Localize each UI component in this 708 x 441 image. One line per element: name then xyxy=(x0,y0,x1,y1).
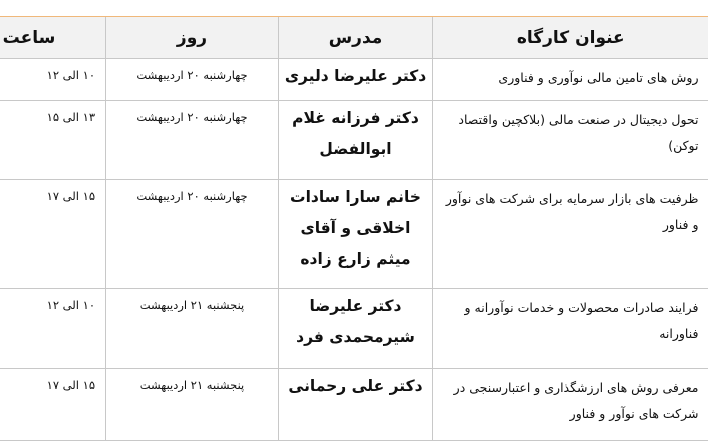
table-row xyxy=(0,59,708,101)
teacher-name: خانم سارا سادات اخلاقی و آقای میثم زارع زاده xyxy=(279,180,433,289)
table-row xyxy=(0,289,708,369)
header-workshop-title: عنوان کارگاه xyxy=(433,17,708,59)
workshop-title: روش های تامین مالی نوآوری و فناوری xyxy=(433,59,708,101)
header-teacher: مدرس xyxy=(279,17,433,59)
table-header-row xyxy=(0,17,708,59)
workshop-day: چهارشنبه ۲۰ اردیبهشت xyxy=(106,180,279,289)
table-row xyxy=(0,369,708,441)
teacher-name: دکتر فرزانه غلام ابوالفضل xyxy=(279,101,433,180)
workshop-time: ۱۵ الی ۱۷ xyxy=(0,180,106,289)
workshop-title: ظرفیت های بازار سرمایه برای شرکت های نوآور و فناور xyxy=(433,180,708,289)
teacher-name: دکتر علیرضا دلیری xyxy=(279,59,433,101)
teacher-name: دکتر علی رحمانی xyxy=(279,369,433,441)
table-row xyxy=(0,101,708,180)
workshop-title: معرفی روش های ارزشگذاری و اعتبارسنجی در شرکت های نوآور و فناور xyxy=(433,369,708,441)
workshop-time: ۱۰ الی ۱۲ xyxy=(0,289,106,369)
table-row xyxy=(0,180,708,289)
workshop-day: پنجشنبه ۲۱ اردیبهشت xyxy=(106,289,279,369)
workshop-day: پنجشنبه ۲۱ اردیبهشت xyxy=(106,369,279,441)
workshop-title: فرایند صادرات محصولات و خدمات نوآورانه و فناورانه xyxy=(433,289,708,369)
workshop-schedule-table xyxy=(0,17,708,441)
workshop-title: تحول دیجیتال در صنعت مالی (بلاکچین واقتصاد توکن) xyxy=(433,101,708,180)
header-day: روز xyxy=(106,17,279,59)
workshop-day: چهارشنبه ۲۰ اردیبهشت xyxy=(106,101,279,180)
workshop-time: ۱۳ الی ۱۵ xyxy=(0,101,106,180)
workshop-time: ۱۵ الی ۱۷ xyxy=(0,369,106,441)
workshop-day: چهارشنبه ۲۰ اردیبهشت xyxy=(106,59,279,101)
workshop-time: ۱۰ الی ۱۲ xyxy=(0,59,106,101)
header-time: ساعت xyxy=(0,17,106,59)
teacher-name: دکتر علیرضا شیرمحمدی فرد xyxy=(279,289,433,369)
